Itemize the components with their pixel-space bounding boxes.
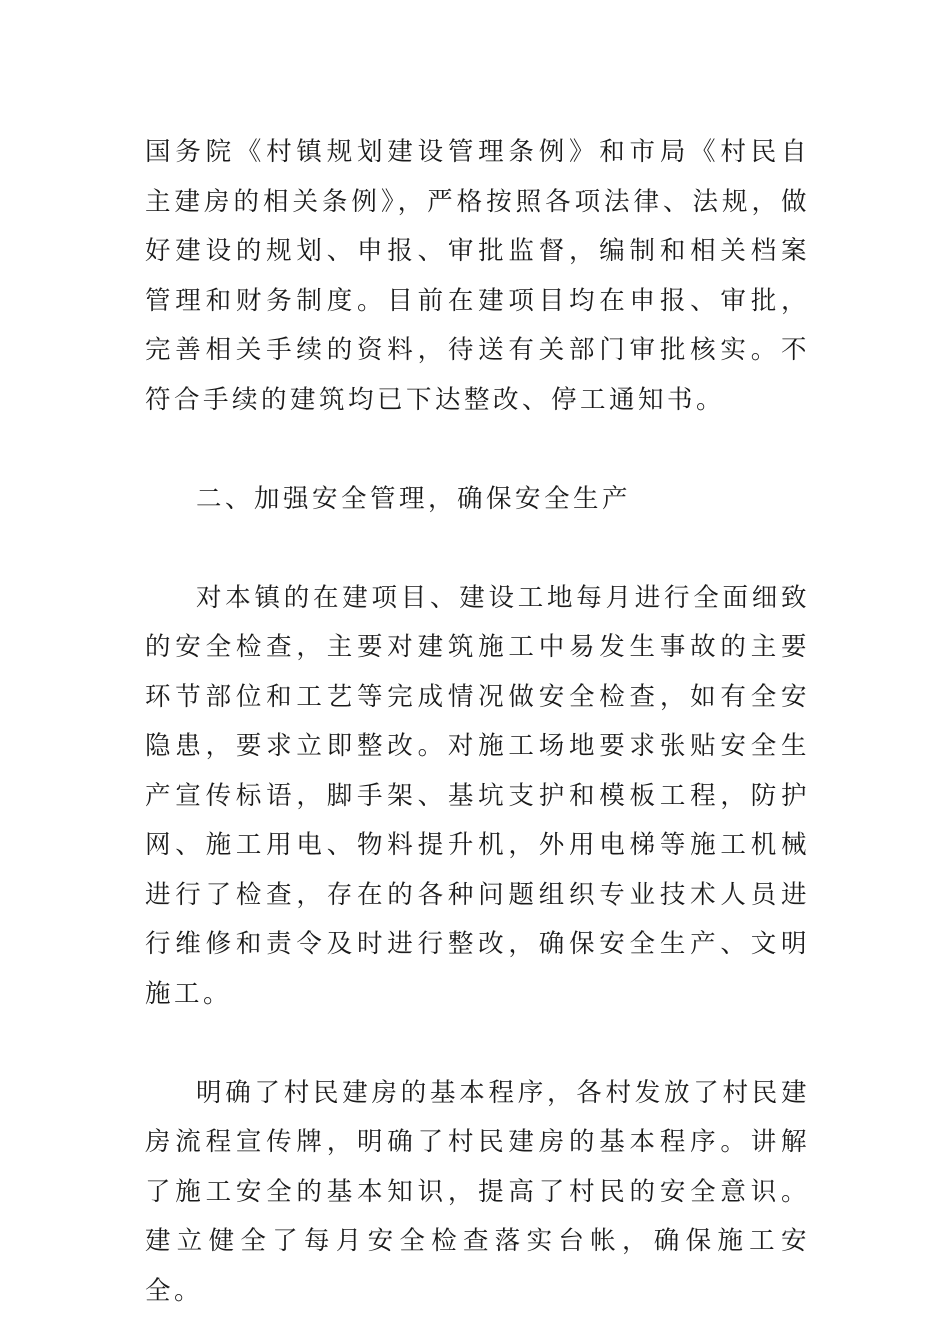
paragraph-continued: 国务院《村镇规划建设管理条例》和市局《村民自主建房的相关条例》，严格按照各项法律、法规，做好建设的规划、申报、审批监督，编制和相关档案管理和财务制度。目前在建项目均在申报、审批，完善相关手续的资料，待送有关部门审批核实。不符合手续的建筑均已下达整改、停工通知书。	[145, 137, 810, 415]
paragraph-gap	[145, 1019, 810, 1069]
paragraph-gap	[145, 425, 810, 475]
paragraph-gap	[145, 524, 810, 574]
paragraph-building-procedure: 明确了村民建房的基本程序，各村发放了村民建房流程宣传牌，明确了村民建房的基本程序。讲解了施工安全的基本知识，提高了村民的安全意识。建立健全了每月安全检查落实台帐，确保施工安全。	[145, 1077, 810, 1306]
section-heading: 二、加强安全管理，确保安全生产	[196, 483, 632, 514]
paragraph-safety-inspection: 对本镇的在建项目、建设工地每月进行全面细致的安全检查，主要对建筑施工中易发生事故的主要环节部位和工艺等完成情况做安全检查，如有全安隐患，要求立即整改。对施工场地要求张贴安全生产宣传标语，脚手架、基坑支护和模板工程，防护网、施工用电、物料提升机，外用电梯等施工机械进行了检查，存在的各种问题组织专业技术人员进行维修和责令及时进行整改，确保安全生产、文明施工。	[145, 582, 810, 1009]
document-body	[145, 128, 810, 1316]
